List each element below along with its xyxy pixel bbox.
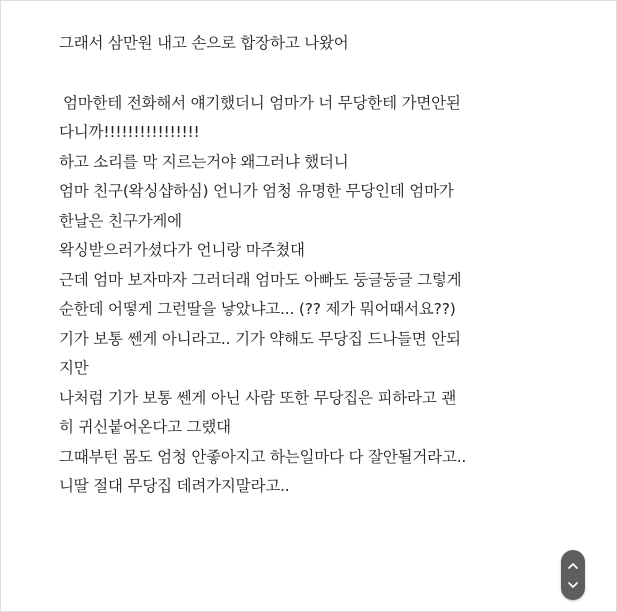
paragraph-gap (59, 59, 579, 89)
text-line-13: 히 귀신붙어온다고 그랬대 (59, 418, 231, 436)
text-line-9: 순한데 어떻게 그런딸을 낳았냐고... (?? 제가 뭐어때서요??) (59, 300, 456, 318)
text-line-6: 한날은 친구가게에 (59, 211, 182, 230)
text-line-3: 다니까!!!!!!!!!!!!!!!! (59, 123, 200, 141)
text-line-11: 지만 (59, 359, 89, 377)
text-line-7: 왁싱받으러가셨다가 언니랑 마주쳤대 (59, 241, 305, 259)
post-body (59, 29, 579, 502)
scroll-control (561, 550, 585, 600)
text-line-5: 엄마 친구(왁싱샵하심) 언니가 엄청 유명한 무당인데 엄마가 (59, 182, 454, 200)
text-line-8: 근데 엄마 보자마자 그러더래 엄마도 아빠도 둥글둥글 그렇게 (59, 270, 462, 289)
text-line-15: 니딸 절대 무당집 데려가지말라고.. (59, 477, 290, 495)
scroll-down-button[interactable] (561, 575, 585, 595)
scroll-up-button[interactable] (561, 555, 585, 575)
text-line-12: 나처럼 기가 보통 쎈게 아닌 사람 또한 무당집은 피하라고 괜 (59, 388, 457, 407)
text-line-4: 하고 소리를 막 지르는거야 왜그러냐 했더니 (59, 152, 349, 171)
chevron-down-icon (568, 582, 578, 589)
chevron-up-icon (568, 562, 578, 569)
text-line-14: 그때부턴 몸도 엄청 안좋아지고 하는일마다 다 잘안될거라고.. (59, 447, 467, 466)
text-line-2: 엄마한테 전화해서 얘기했더니 엄마가 너 무당한테 가면안된 (63, 93, 461, 112)
text-line-10: 기가 보통 쎈게 아니라고.. 기가 약해도 무당집 드나들면 안되 (59, 329, 461, 348)
text-line-1: 그래서 삼만원 내고 손으로 합장하고 나왔어 (59, 34, 349, 52)
